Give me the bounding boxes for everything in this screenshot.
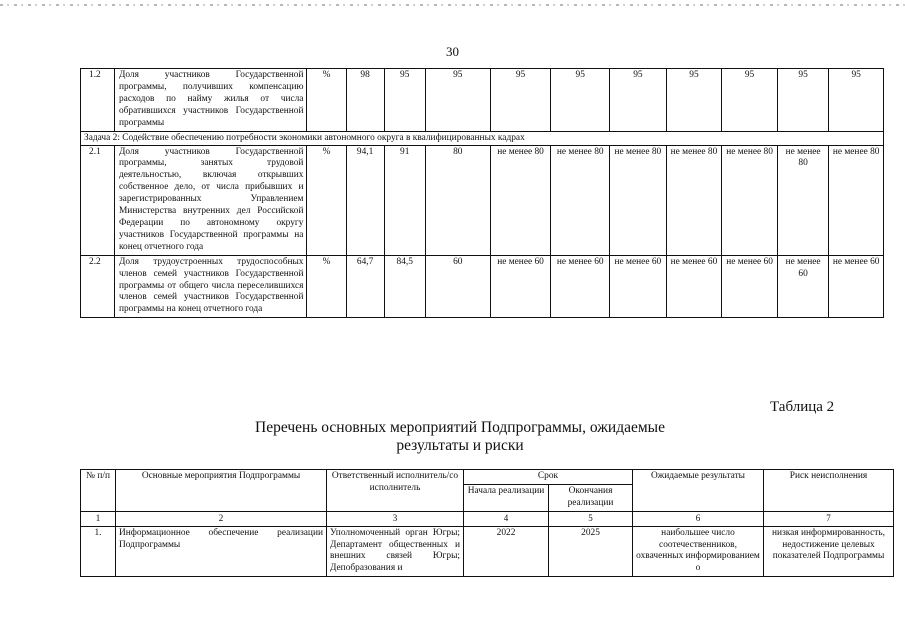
activity-name: Информационное обеспечение реализации Подпрограммы [116,526,327,577]
scan-artifact-line [0,4,905,6]
value-cell: 95 [551,69,610,132]
header-start: Начала реализации [464,484,549,511]
end-year: 2025 [549,526,633,577]
unit-cell: % [307,69,346,132]
row-number: 2.2 [81,255,115,318]
table-row [81,255,884,318]
value-cell: 95 [829,69,884,132]
row-number: 1. [81,526,116,577]
value-cell: не менее 60 [777,255,828,318]
header-executor: Ответственный исполнитель/соисполнитель [327,470,464,512]
value-cell: 95 [425,69,490,132]
table-row [81,69,884,132]
indicator-description: Доля участников Государственной программы, получивших компенсацию расходов по найму жилья от числа обратившихся участников Государственной программы [114,69,307,132]
value-cell: 60 [425,255,490,318]
base-value-cell: 64,7 [346,255,384,318]
header-end: Окончания реализации [549,484,633,511]
unit-cell: % [307,255,346,318]
executor-cell: Уполномоченный орган Югры; Департамент общественных и внешних связей Югры; Депобразования и [327,526,464,577]
value-cell: 95 [777,69,828,132]
indicators-table [80,68,884,318]
indicator-description: Доля трудоустроенных трудоспособных членов семей участников Государственной программы от общего числа переселившихся членов семей участников Государственной программы на конец отчетного года [114,255,307,318]
column-number-row [81,511,894,526]
task-heading: Задача 2: Содействие обеспечению потребности экономики автономного округа в квалифицированных кадрах [81,131,884,145]
start-year: 2022 [464,526,549,577]
header-number: № п/п [81,470,116,512]
header-activity: Основные мероприятия Подпрограммы [116,470,327,512]
table-label: Таблица 2 [770,399,835,415]
value-cell: не менее 60 [829,255,884,318]
column-number: 2 [116,511,327,526]
section-title [240,419,680,455]
indicator-description: Доля участников Государственной программы, занятых трудовой деятельностью, включая открывших собственное дело, от числа прибывших и зарегистрированных Управлением Министерства внутренних дел Российской Федерации по автономному округу участников Государственной программы на конец отчетного года [114,145,307,255]
value-cell: не менее 80 [829,145,884,255]
header-row [81,470,894,485]
risk-cell: низкая информированность, недостижение целевых показателей Подпрограммы [764,526,894,577]
column-number: 6 [633,511,764,526]
value-cell: не менее 60 [666,255,722,318]
base-value-cell: 94,1 [346,145,384,255]
value-cell: не менее 60 [722,255,778,318]
value-cell: не менее 80 [722,145,778,255]
value-cell: не менее 80 [777,145,828,255]
table-row [81,526,894,577]
row-number: 2.1 [81,145,115,255]
value-cell: 95 [722,69,778,132]
row-number: 1.2 [81,69,115,132]
column-number: 3 [327,511,464,526]
value-cell: не менее 80 [490,145,551,255]
value-cell: не менее 80 [666,145,722,255]
header-results: Ожидаемые результаты [633,470,764,512]
column-number: 4 [464,511,549,526]
value-cell: 95 [384,69,425,132]
column-number: 7 [764,511,894,526]
expected-results: наибольшее число соотечественников, охваченных информированием о [633,526,764,577]
column-number: 1 [81,511,116,526]
value-cell: 84,5 [384,255,425,318]
value-cell: 80 [425,145,490,255]
value-cell: не менее 60 [610,255,667,318]
title-line: результаты и риски [396,437,524,454]
page-number: 30 [446,44,459,59]
header-term: Срок [464,470,633,485]
column-number: 5 [549,511,633,526]
value-cell: не менее 80 [551,145,610,255]
base-value-cell: 98 [346,69,384,132]
value-cell: 95 [610,69,667,132]
table-row [81,145,884,255]
value-cell: 95 [490,69,551,132]
value-cell: не менее 80 [610,145,667,255]
unit-cell: % [307,145,346,255]
value-cell: не менее 60 [490,255,551,318]
value-cell: 95 [666,69,722,132]
value-cell: 91 [384,145,425,255]
header-risk: Риск неисполнения [764,470,894,512]
title-line: Перечень основных мероприятий Подпрограммы, ожидаемые [255,419,665,436]
activities-table [80,469,894,577]
task-row [81,131,884,145]
value-cell: не менее 60 [551,255,610,318]
